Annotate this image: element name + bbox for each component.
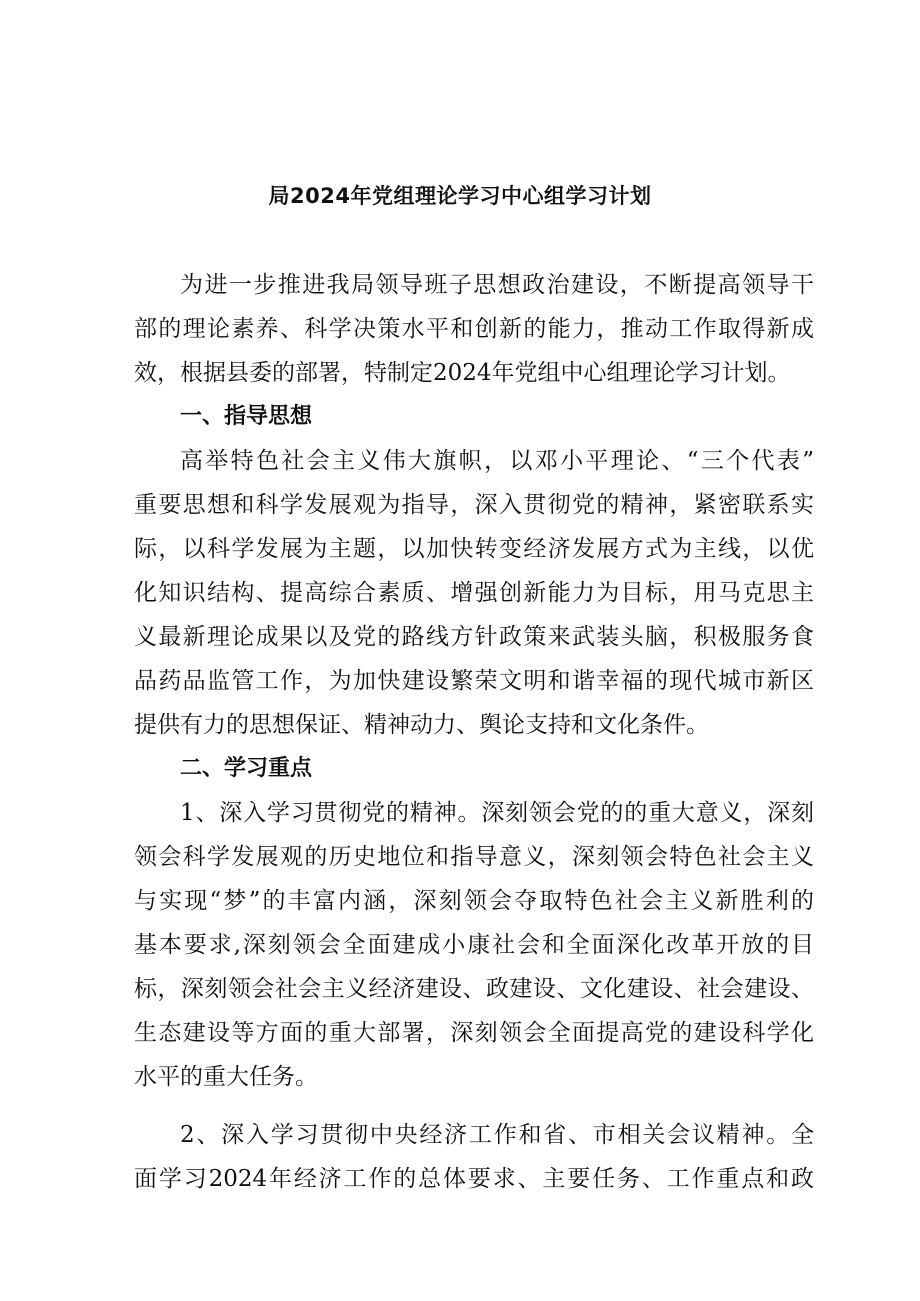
section-heading-study-focus: 二、学习重点 bbox=[180, 756, 313, 781]
document-title: 局2024年党组理论学习中心组学习计划 bbox=[268, 184, 652, 208]
section1-line-5: 义最新理论成果以及党的路线方针政策来武装头脑，积极服务食 bbox=[134, 624, 814, 650]
section1-line-4: 化知识结构、提高综合素质、增强创新能力为目标，用马克思主 bbox=[134, 580, 814, 606]
intro-line-1: 为进一步推进我局领导班子思想政治建设，不断提高领导干 bbox=[180, 272, 814, 298]
intro-line-2: 部的理论素养、科学决策水平和创新的能力，推动工作取得新成 bbox=[134, 316, 814, 342]
item1-line-1: 1、深入学习贯彻党的精神。深刻领会党的的重大意义，深刻 bbox=[180, 800, 814, 826]
item1-line-5: 标，深刻领会社会主义经济建设、政建设、文化建设、社会建设、 bbox=[134, 976, 814, 1002]
item1-line-4: 基本要求,深刻领会全面建成小康社会和全面深化改革开放的目 bbox=[134, 932, 814, 958]
item1-line-7: 水平的重大任务。 bbox=[134, 1064, 318, 1090]
section1-line-7: 提供有力的思想保证、精神动力、舆论支持和文化条件。 bbox=[134, 712, 709, 738]
item1-line-3: 与实现“梦”的丰富内涵，深刻领会夺取特色社会主义新胜利的 bbox=[134, 888, 814, 914]
item2-line-1: 2、深入学习贯彻中央经济工作和省、市相关会议精神。全 bbox=[180, 1122, 814, 1148]
section-heading-guiding-ideology: 一、指导思想 bbox=[180, 404, 313, 429]
section1-line-1: 高举特色社会主义伟大旗帜，以邓小平理论、“三个代表” bbox=[180, 448, 814, 474]
section1-line-2: 重要思想和科学发展观为指导，深入贯彻党的精神，紧密联系实 bbox=[134, 492, 814, 518]
section1-line-3: 际，以科学发展为主题，以加快转变经济发展方式为主线，以优 bbox=[134, 536, 814, 562]
intro-line-3: 效，根据县委的部署，特制定2024年党组中心组理论学习计划。 bbox=[134, 360, 791, 386]
item1-line-2: 领会科学发展观的历史地位和指导意义，深刻领会特色社会主义 bbox=[134, 844, 814, 870]
item1-line-6: 生态建设等方面的重大部署，深刻领会全面提高党的建设科学化 bbox=[134, 1020, 814, 1046]
section1-line-6: 品药品监管工作，为加快建设繁荣文明和谐幸福的现代城市新区 bbox=[134, 668, 814, 694]
item2-line-2: 面学习2024年经济工作的总体要求、主要任务、工作重点和政 bbox=[134, 1166, 814, 1192]
